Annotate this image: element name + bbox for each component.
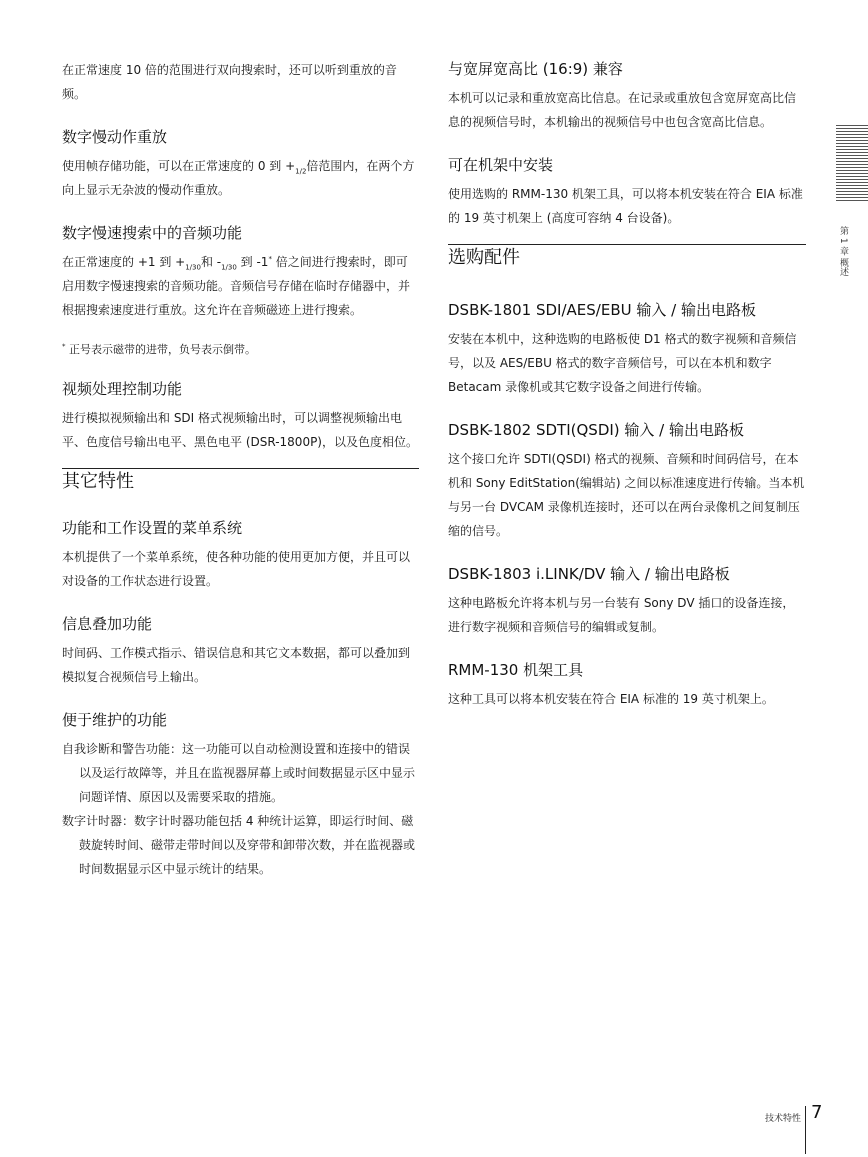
dsbk-1803-paragraph: 这种电路板允许将本机与另一台装有 Sony DV 插口的设备连接，进行数字视频和音频信号的编辑或复制。 (448, 596, 795, 634)
superimpose-heading: 信息叠加功能 (62, 615, 153, 633)
rmm-130-heading: RMM-130 机架工具 (448, 661, 584, 679)
footer-divider (805, 1106, 806, 1154)
fraction-half: 1/2 (295, 167, 307, 176)
video-processing-paragraph: 进行模拟视频输出和 SDI 格式视频输出时，可以调整视频输出电平、色度信号输出电平、黑色电平 (DSR-1800P)，以及色度相位。 (62, 411, 418, 449)
digital-timer-item: 数字计时器：数字计时器功能包括 4 种统计运算，即运行时间、磁鼓旋转时间、磁带走带时间以及穿带和卸带次数，并在监视器或时间数据显示区中显示统计的结果。 (62, 814, 416, 876)
left-column (62, 58, 419, 881)
widescreen-heading: 与宽屏宽高比 (16:9) 兼容 (448, 60, 623, 78)
other-features-section-title: 其它特性 (62, 468, 419, 495)
chapter-side-label: 第 1 章 概述 (838, 226, 848, 277)
dsbk-1802-heading: DSBK-1802 SDTI(QSDI) 输入 / 输出电路板 (448, 421, 745, 439)
rack-mount-paragraph: 使用选购的 RMM-130 机架工具，可以将本机安装在符合 EIA 标准的 19 英寸机架上 (高度可容纳 4 台设备)。 (448, 187, 803, 225)
maintenance-heading: 便于维护的功能 (62, 711, 168, 729)
slow-search-audio-heading: 数字慢速搜索中的音频功能 (62, 224, 243, 242)
rmm-130-paragraph: 这种工具可以将本机安装在符合 EIA 标准的 19 英寸机架上。 (448, 692, 774, 706)
slow-search-audio-paragraph: 在正常速度的 +1 到 $+_{1/30}$和 $-_{1/30}$ 到 -1* 倍之间进行搜索时，即可启用数字慢速搜索的音频功能。音频信号存储在临时存储器中，并根据搜索速度进行重放。这允许在音频磁迹上进行搜索。 (62, 255, 411, 317)
footnote-marker: * (268, 255, 272, 263)
dsbk-1801-paragraph: 安装在本机中，这种选购的电路板使 D1 格式的数字视频和音频信号，以及 AES/EBU 格式的数字音频信号，可以在本机和数字 Betacam 录像机或其它数字设备之间进行传输。 (448, 332, 797, 394)
dsbk-1801-heading: DSBK-1801 SDI/AES/EBU 输入 / 输出电路板 (448, 301, 756, 319)
optional-accessories-section-title: 选购配件 (448, 244, 806, 271)
right-column (448, 58, 806, 711)
video-processing-heading: 视频处理控制功能 (62, 380, 183, 398)
footnote: * 正号表示磁带的进带，负号表示倒带。 (62, 342, 256, 356)
rack-mount-heading: 可在机架中安装 (448, 156, 554, 174)
fraction-1-30: 1/30 (185, 263, 201, 272)
dsbk-1802-paragraph: 这个接口允许 SDTI(QSDI) 格式的视频、音频和时间码信号，在本机和 Sony EditStation(编辑站) 之间以标准速度进行传输。当本机与另一台 DVCAM 录像机连接时，还可以在两台录像机之间复制压缩的信号。 (448, 452, 805, 538)
superimpose-paragraph: 时间码、工作模式指示、错误信息和其它文本数据，都可以叠加到模拟复合视频信号上输出。 (62, 646, 411, 684)
dsbk-1803-heading: DSBK-1803 i.LINK/DV 输入 / 输出电路板 (448, 565, 730, 583)
self-diagnosis-item: 自我诊断和警告功能：这一功能可以自动检测设置和连接中的错误以及运行故障等，并且在监视器屏幕上或时间数据显示区中显示问题详情、原因以及需要采取的措施。 (62, 742, 416, 804)
slow-motion-paragraph: 使用帧存储功能，可以在正常速度的 0 到 $+_{1/2}$倍范围内，在两个方向上显示无杂波的慢动作重放。 (62, 159, 415, 197)
chapter-tab-stripe (836, 125, 868, 203)
menu-system-heading: 功能和工作设置的菜单系统 (62, 519, 243, 537)
slow-motion-heading: 数字慢动作重放 (62, 128, 168, 146)
menu-system-paragraph: 本机提供了一个菜单系统，使各种功能的使用更加方便，并且可以对设备的工作状态进行设置。 (62, 550, 411, 588)
page-number: 7 (811, 1102, 823, 1123)
widescreen-paragraph: 本机可以记录和重放宽高比信息。在记录或重放包含宽屏宽高比信息的视频信号时，本机输出的视频信号中也包含宽高比信息。 (448, 91, 797, 129)
fraction-1-30-b: 1/30 (221, 263, 237, 272)
intro-paragraph: 在正常速度 10 倍的范围进行双向搜索时，还可以听到重放的音频。 (62, 63, 397, 101)
footer-section-name: 技术特性 (765, 1114, 802, 1124)
